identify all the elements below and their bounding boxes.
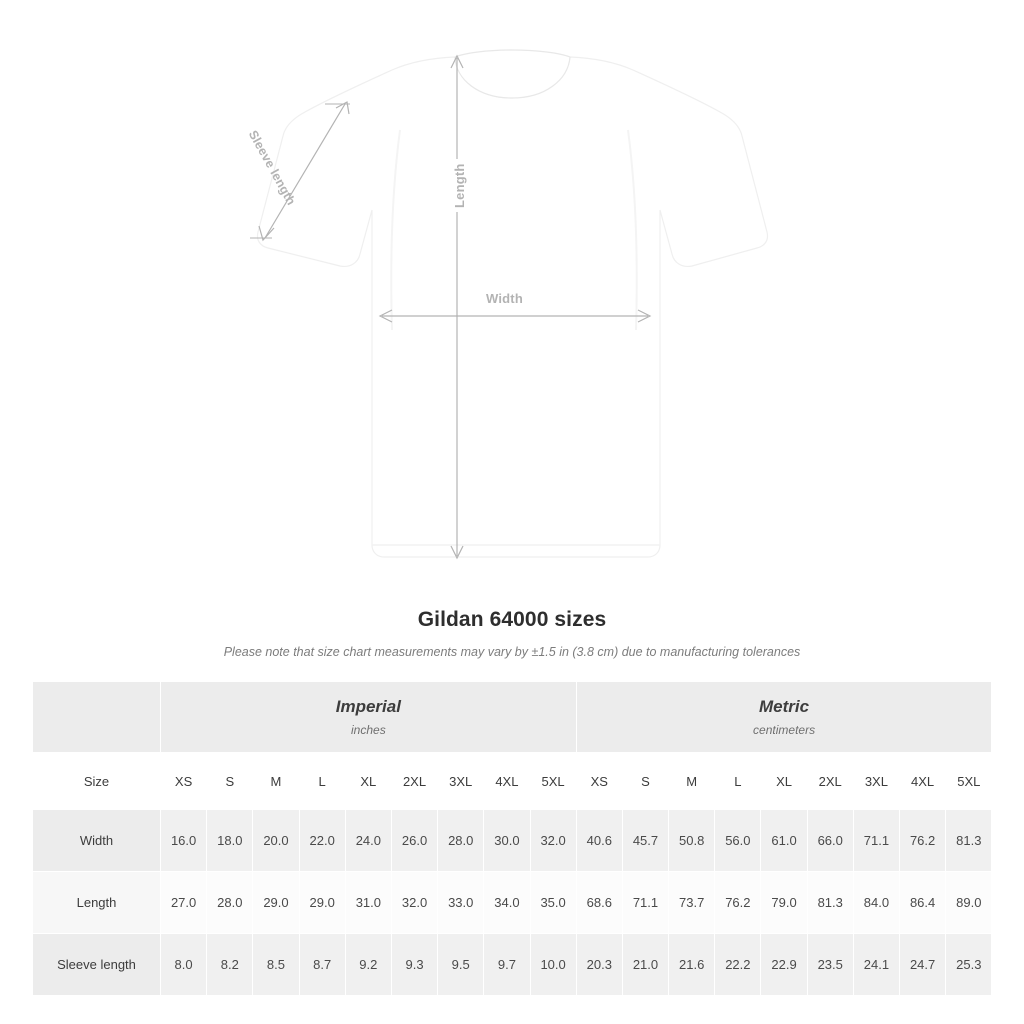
cell-sleeve-imperial-m: 8.5 — [253, 934, 299, 996]
tolerance-note: Please note that size chart measurements may vary by ±1.5 in (3.8 cm) due to manufacturing tolerances — [223, 645, 801, 659]
table-row — [33, 872, 992, 934]
cell-sleeve-metric-l: 22.2 — [715, 934, 761, 996]
row-label-length: Length — [33, 872, 161, 934]
cell-length-metric-2xl: 81.3 — [807, 872, 853, 934]
size-header-imperial-s: S — [207, 753, 253, 810]
cell-sleeve-metric-xl: 22.9 — [761, 934, 807, 996]
unit-name-metric: Metric — [759, 697, 810, 716]
size-header-imperial-xs: XS — [161, 753, 207, 810]
size-header-metric-l: L — [715, 753, 761, 810]
cell-width-metric-xs: 40.6 — [576, 810, 622, 872]
cell-length-metric-xl: 79.0 — [761, 872, 807, 934]
cell-width-metric-s: 45.7 — [622, 810, 668, 872]
cell-sleeve-metric-3xl: 24.1 — [853, 934, 899, 996]
cell-sleeve-imperial-4xl: 9.7 — [484, 934, 530, 996]
size-header-metric-s: S — [622, 753, 668, 810]
size-header-imperial-5xl: 5XL — [530, 753, 576, 810]
cell-length-metric-5xl: 89.0 — [946, 872, 992, 934]
size-header-imperial-2xl: 2XL — [391, 753, 437, 810]
sleeve-length-label: Sleeve length — [245, 128, 299, 208]
cell-length-metric-xs: 68.6 — [576, 872, 622, 934]
size-header-row — [33, 753, 992, 810]
cell-width-metric-3xl: 71.1 — [853, 810, 899, 872]
size-header-metric-2xl: 2XL — [807, 753, 853, 810]
size-table-wrap — [32, 681, 992, 996]
cell-length-metric-m: 73.7 — [669, 872, 715, 934]
cell-sleeve-imperial-l: 8.7 — [299, 934, 345, 996]
cell-width-imperial-xl: 24.0 — [345, 810, 391, 872]
size-table — [32, 681, 992, 996]
cell-width-imperial-4xl: 30.0 — [484, 810, 530, 872]
cell-length-imperial-5xl: 35.0 — [530, 872, 576, 934]
corner-spacer — [33, 682, 161, 753]
cell-length-metric-s: 71.1 — [622, 872, 668, 934]
length-label: Length — [450, 159, 469, 212]
cell-sleeve-imperial-s: 8.2 — [207, 934, 253, 996]
cell-sleeve-imperial-2xl: 9.3 — [391, 934, 437, 996]
size-header-metric-3xl: 3XL — [853, 753, 899, 810]
unit-name-imperial: Imperial — [335, 697, 401, 716]
size-header-imperial-xl: XL — [345, 753, 391, 810]
cell-sleeve-metric-xs: 20.3 — [576, 934, 622, 996]
size-header-metric-5xl: 5XL — [946, 753, 992, 810]
cell-width-imperial-3xl: 28.0 — [438, 810, 484, 872]
size-header-metric-4xl: 4XL — [900, 753, 946, 810]
cell-width-metric-xl: 61.0 — [761, 810, 807, 872]
cell-width-metric-2xl: 66.0 — [807, 810, 853, 872]
unit-sub-metric: centimeters — [753, 723, 816, 737]
cell-sleeve-metric-4xl: 24.7 — [900, 934, 946, 996]
row-label-width: Width — [33, 810, 161, 872]
cell-width-metric-5xl: 81.3 — [946, 810, 992, 872]
cell-sleeve-imperial-xs: 8.0 — [161, 934, 207, 996]
cell-length-imperial-l: 29.0 — [299, 872, 345, 934]
cell-length-imperial-2xl: 32.0 — [391, 872, 437, 934]
cell-sleeve-metric-m: 21.6 — [669, 934, 715, 996]
cell-length-imperial-4xl: 34.0 — [484, 872, 530, 934]
cell-length-imperial-3xl: 33.0 — [438, 872, 484, 934]
row-label-sleeve-length: Sleeve length — [33, 934, 161, 996]
size-header-metric-m: M — [669, 753, 715, 810]
cell-length-metric-l: 76.2 — [715, 872, 761, 934]
cell-sleeve-imperial-3xl: 9.5 — [438, 934, 484, 996]
cell-length-imperial-xs: 27.0 — [161, 872, 207, 934]
table-row — [33, 810, 992, 872]
size-header-imperial-m: M — [253, 753, 299, 810]
size-column-header: Size — [33, 753, 161, 810]
size-header-imperial-l: L — [299, 753, 345, 810]
cell-length-metric-4xl: 86.4 — [900, 872, 946, 934]
size-header-metric-xs: XS — [576, 753, 622, 810]
cell-width-imperial-2xl: 26.0 — [391, 810, 437, 872]
cell-sleeve-metric-5xl: 25.3 — [946, 934, 992, 996]
cell-width-metric-m: 50.8 — [669, 810, 715, 872]
cell-length-imperial-xl: 31.0 — [345, 872, 391, 934]
cell-sleeve-imperial-xl: 9.2 — [345, 934, 391, 996]
cell-sleeve-metric-s: 21.0 — [622, 934, 668, 996]
width-label: Width — [481, 291, 528, 306]
cell-width-metric-4xl: 76.2 — [900, 810, 946, 872]
unit-header-metric — [576, 682, 992, 753]
title-block — [0, 608, 1024, 659]
unit-header-row — [33, 682, 992, 753]
size-header-imperial-3xl: 3XL — [438, 753, 484, 810]
cell-length-metric-3xl: 84.0 — [853, 872, 899, 934]
unit-header-imperial — [161, 682, 577, 753]
cell-width-imperial-5xl: 32.0 — [530, 810, 576, 872]
cell-width-metric-l: 56.0 — [715, 810, 761, 872]
table-row — [33, 934, 992, 996]
unit-sub-imperial: inches — [351, 723, 386, 737]
page-title: Gildan 64000 sizes — [417, 608, 607, 631]
cell-width-imperial-xs: 16.0 — [161, 810, 207, 872]
size-header-metric-xl: XL — [761, 753, 807, 810]
cell-length-imperial-s: 28.0 — [207, 872, 253, 934]
cell-sleeve-metric-2xl: 23.5 — [807, 934, 853, 996]
cell-width-imperial-m: 20.0 — [253, 810, 299, 872]
size-header-imperial-4xl: 4XL — [484, 753, 530, 810]
cell-width-imperial-s: 18.0 — [207, 810, 253, 872]
cell-length-imperial-m: 29.0 — [253, 872, 299, 934]
cell-sleeve-imperial-5xl: 10.0 — [530, 934, 576, 996]
cell-width-imperial-l: 22.0 — [299, 810, 345, 872]
